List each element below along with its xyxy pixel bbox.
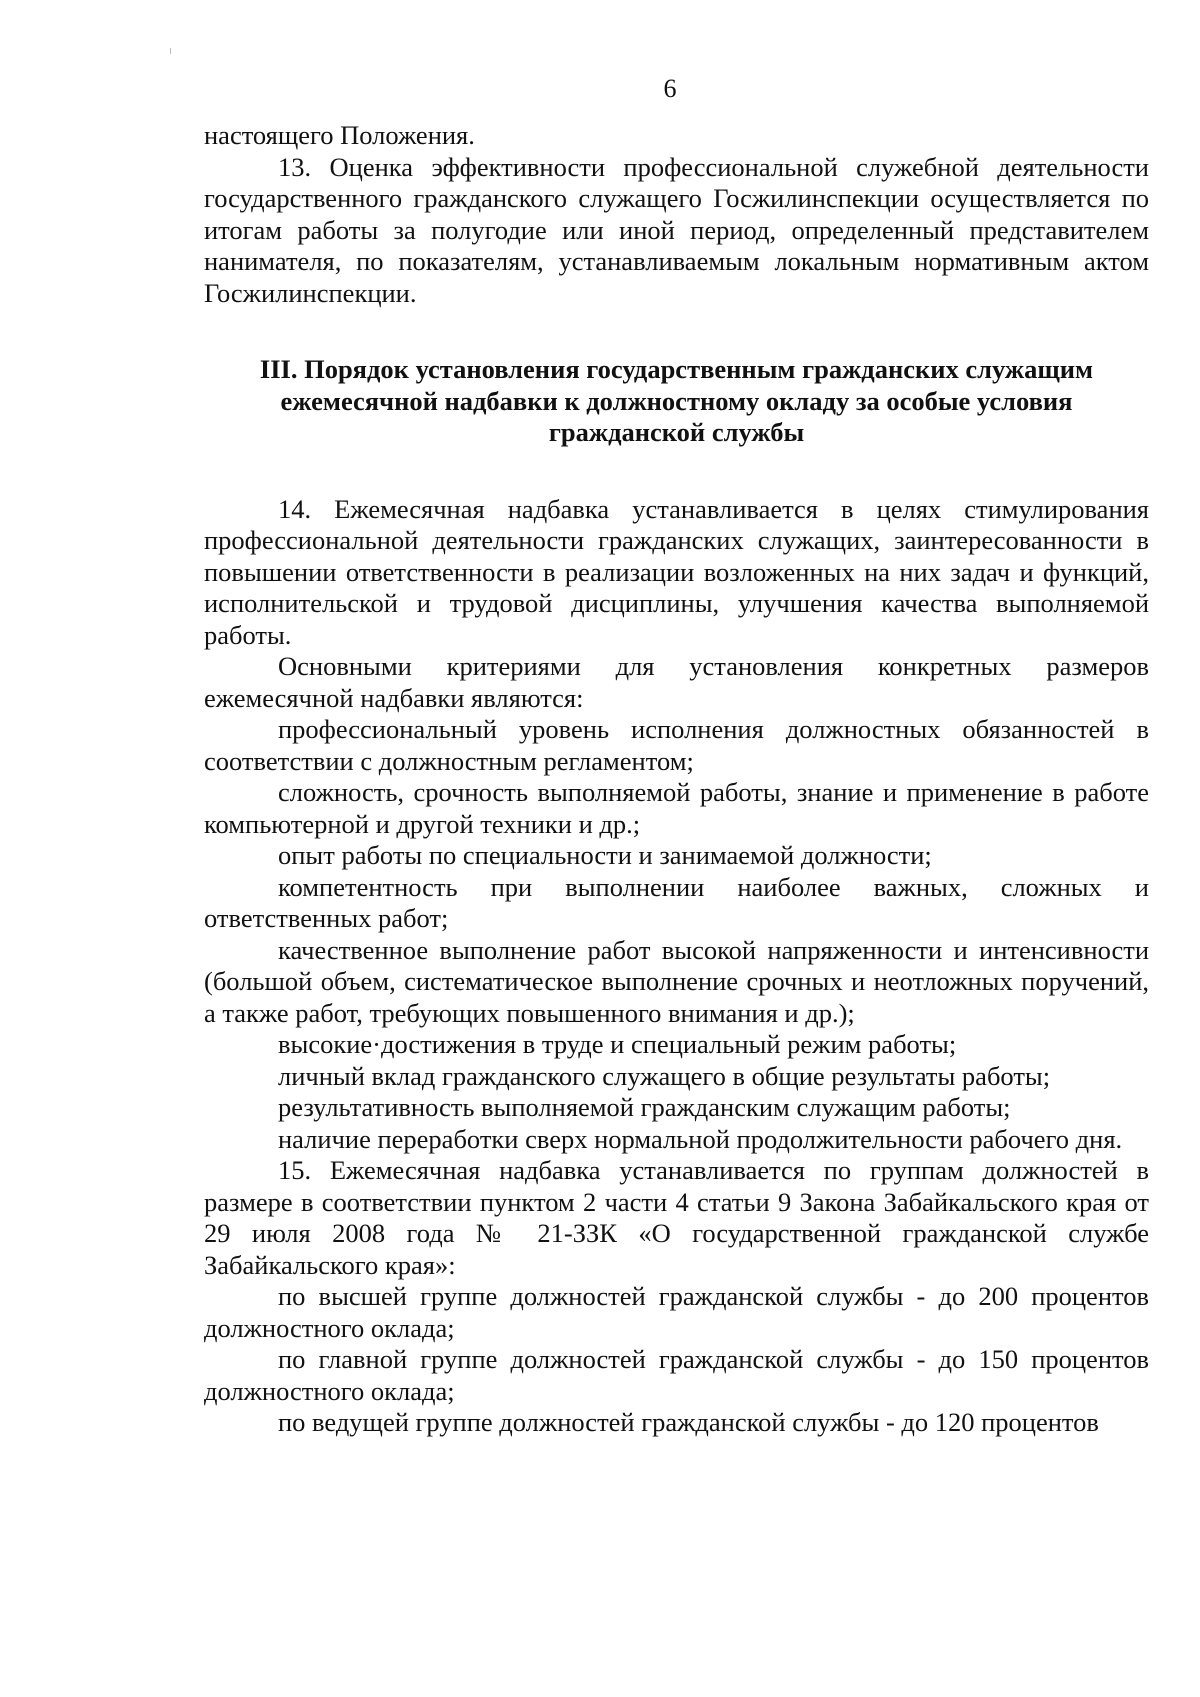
paragraph-14: 14. Ежемесячная надбавка устанавливается в целях стимулирования профессиональной деятельности гражданских служащих, заинтересованности в повышении ответственности в реализации возложенных на них задач и функций, исполнительской и трудовой дисциплины, улучшения качества выполняемой работы. — [204, 493, 1149, 650]
group-item: по главной группе должностей гражданской службы - до 150 процентов должностного оклада; — [204, 1344, 1149, 1406]
scan-mark — [170, 48, 171, 54]
criterion-item: личный вклад гражданского служащего в общие результаты работы; — [278, 1060, 1051, 1091]
group-item: по ведущей группе должностей гражданской службы - до 120 процентов — [278, 1407, 1099, 1437]
criterion-item: качественное выполнение работ высокой напряженности и интенсивности (большой объем, систематическое выполнение срочных и неотложных поручений, а также работ, требующих повышенного внимания и др.); — [204, 934, 1149, 1028]
section-heading: III. Порядок установления государственным гражданских служащим ежемесячной надбавки к должностному окладу за особые условия гражданской службы — [259, 354, 1094, 447]
criteria-intro: Основными критериями для установления конкретных размеров ежемесячной надбавки являются: — [204, 651, 1149, 713]
criterion-item: компетентность при выполнении наиболее важных, сложных и ответственных работ; — [204, 871, 1149, 933]
paragraph-13: 13. Оценка эффективности профессиональной служебной деятельности государственного гражданского служащего Госжилинспекции осуществляется по итогам работы за полугодие или иной период, определенный представителем нанимателя, по показателям, устанавливаемым локальным нормативным актом Госжилинспекции. — [204, 151, 1149, 308]
page-number: 6 — [663, 74, 677, 103]
criterion-item: сложность, срочность выполняемой работы, знание и применение в работе компьютерной и другой техники и др.; — [204, 777, 1149, 839]
criterion-item: результативность выполняемой гражданским служащим работы; — [278, 1092, 1011, 1122]
criterion-item: высокие·достижения в труде и специальный режим работы; — [278, 1029, 957, 1059]
document-body — [204, 120, 1149, 1439]
paragraph-continuation: настоящего Положения. — [204, 120, 475, 150]
paragraph-15: 15. Ежемесячная надбавка устанавливается по группам должностей в размере в соответствии пунктом 2 части 4 статьи 9 Закона Забайкальского края от 29 июля 2008 года № 21-ЗЗК «О государственной гражданской службе Забайкальского края»: — [204, 1155, 1149, 1280]
criterion-item: опыт работы по специальности и занимаемой должности; — [278, 840, 932, 870]
criterion-item: наличие переработки сверх нормальной продолжительности рабочего дня. — [278, 1123, 1123, 1154]
criterion-item: профессиональный уровень исполнения должностных обязанностей в соответствии с должностным регламентом; — [204, 714, 1149, 776]
group-item: по высшей группе должностей гражданской службы - до 200 процентов должностного оклада; — [204, 1281, 1149, 1343]
